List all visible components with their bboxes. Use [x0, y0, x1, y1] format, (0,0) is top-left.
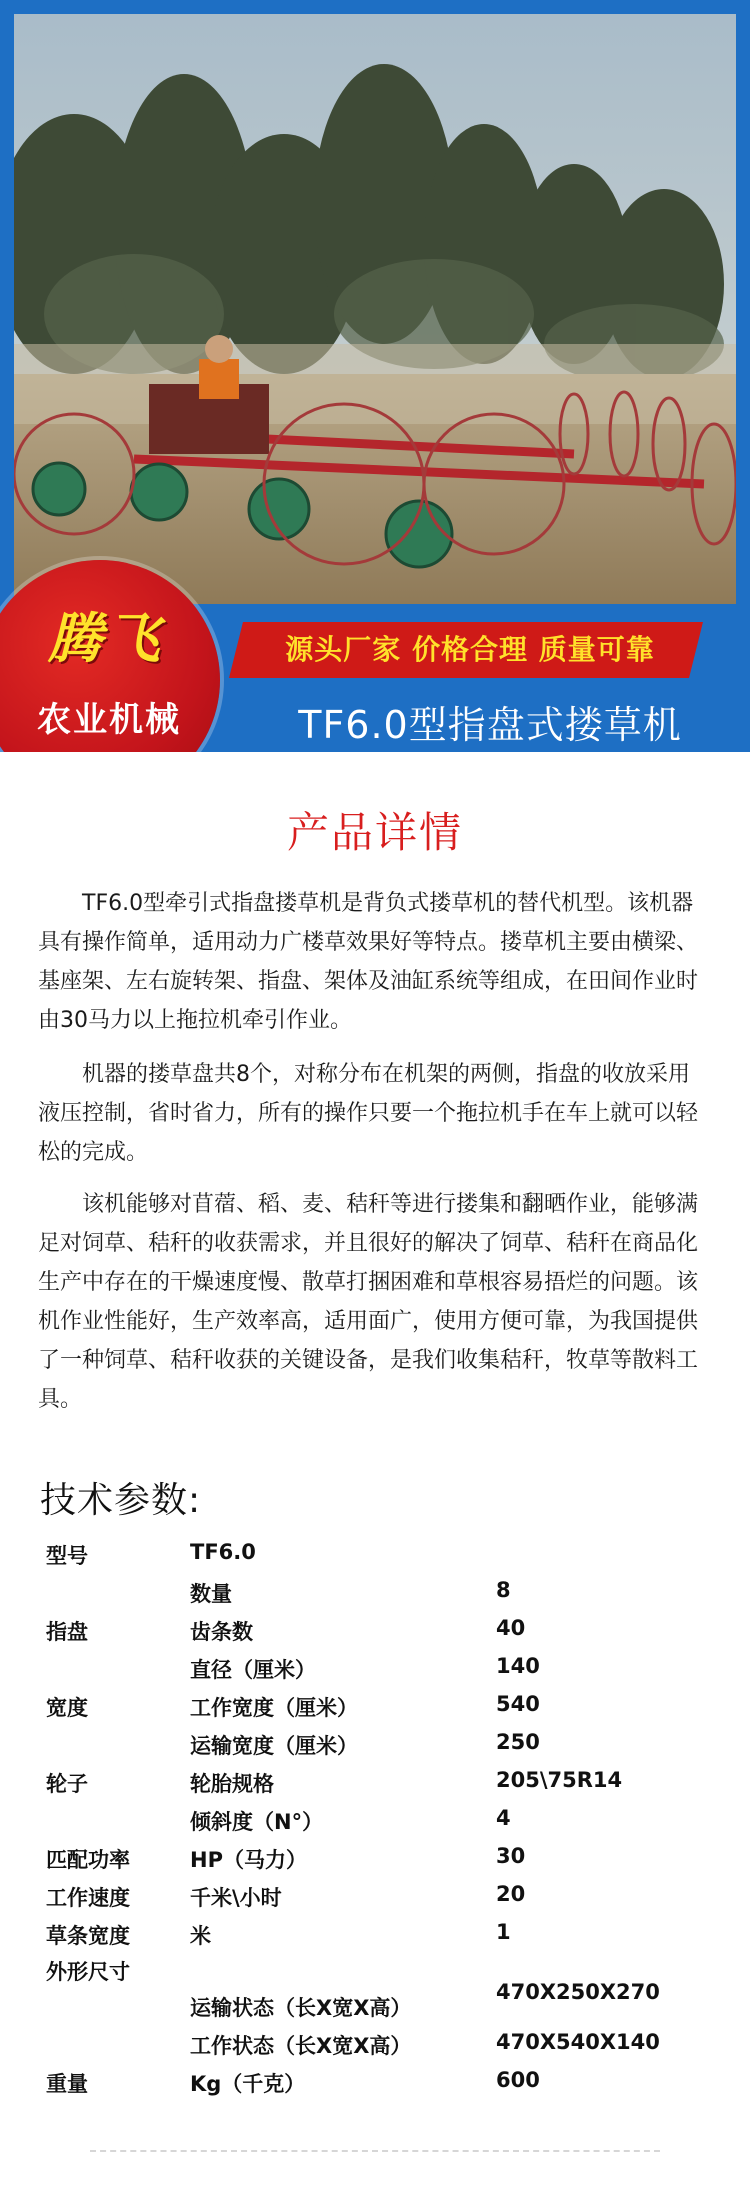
spec-row — [46, 1980, 686, 2018]
spec-category: 型号 — [46, 1544, 88, 1568]
spec-value: 30 — [496, 1844, 526, 1868]
spec-row — [46, 1806, 686, 1844]
spec-row — [46, 1882, 686, 1920]
brand-name: 腾飞 — [48, 606, 164, 670]
spec-value: 20 — [496, 1882, 526, 1906]
spec-category: 工作速度 — [46, 1886, 130, 1910]
spec-value: 470X540X140 — [496, 2030, 660, 2054]
spec-category: 指盘 — [46, 1620, 88, 1644]
spec-value: 8 — [496, 1578, 511, 1602]
spec-item: 轮胎规格 — [190, 1772, 274, 1796]
spec-row — [46, 1616, 686, 1654]
spec-value: 140 — [496, 1654, 540, 1678]
spec-category: 重量 — [46, 2072, 88, 2096]
product-banner — [0, 0, 750, 752]
spec-item: HP（马力） — [190, 1848, 307, 1872]
spec-item: 数量 — [190, 1582, 232, 1606]
brand-subtitle: 农业机械 — [37, 700, 181, 740]
spec-item: 千米\小时 — [190, 1886, 282, 1910]
spec-row — [46, 1578, 686, 1616]
spec-category: 草条宽度 — [46, 1924, 130, 1948]
specs-title: 技术参数: — [40, 1480, 202, 1521]
spec-row — [46, 1540, 686, 1578]
spec-item: 运输状态（长X宽X高） — [190, 1996, 412, 2020]
footer-divider — [90, 2150, 660, 2152]
spec-value: 540 — [496, 1692, 540, 1716]
spec-item: 直径（厘米） — [190, 1658, 316, 1682]
spec-category: 匹配功率 — [46, 1848, 130, 1872]
details-paragraph: TF6.0型牵引式指盘搂草机是背负式搂草机的替代机型。该机器具有操作简单，适用动力广楼草效果好等特点。搂草机主要由横梁、基座架、左右旋转架、指盘、架体及油缸系统等组成，在田间作业时由30马力以上拖拉机牵引作业。 — [38, 891, 699, 1033]
spec-row — [46, 1654, 686, 1692]
spec-category: 轮子 — [46, 1772, 88, 1796]
spec-row — [46, 1844, 686, 1882]
spec-value: 250 — [496, 1730, 540, 1754]
spec-item: 米 — [190, 1924, 211, 1948]
spec-item: 齿条数 — [190, 1620, 253, 1644]
details-paragraph: 机器的搂草盘共8个，对称分布在机架的两侧，指盘的收放采用液压控制，省时省力，所有的操作只要一个拖拉机手在车上就可以轻松的完成。 — [38, 1062, 699, 1165]
details-paragraph: 该机能够对苜蓿、稻、麦、秸秆等进行搂集和翻晒作业，能够满足对饲草、秸秆的收获需求，并且很好的解决了饲草、秸秆在商品化生产中存在的干燥速度慢、散草打捆困难和草根容易捂烂的问题。该机作业性能好，生产效率高，适用面广，使用方便可靠，为我国提供了一种饲草、秸秆收获的关键设备，是我们收集秸秆，牧草等散料工具。 — [38, 1192, 699, 1412]
spec-value: 470X250X270 — [496, 1980, 660, 2004]
spec-value: 1 — [496, 1920, 511, 1944]
spec-row — [46, 1692, 686, 1730]
spec-category: 外形尺寸 — [46, 1960, 130, 1984]
spec-row — [46, 1768, 686, 1806]
spec-row — [46, 2068, 686, 2106]
spec-value: 4 — [496, 1806, 511, 1830]
spec-item: 倾斜度（N°） — [190, 1810, 324, 1834]
spec-item: Kg（千克） — [190, 2072, 306, 2096]
spec-value: 600 — [496, 2068, 540, 2092]
model-title: TF6.0型指盘式搂草机 — [298, 703, 682, 747]
spec-item: TF6.0 — [190, 1540, 256, 1564]
spec-item: 工作宽度（厘米） — [190, 1696, 358, 1720]
details-title: 产品详情 — [286, 808, 463, 857]
spec-row — [46, 2030, 686, 2068]
spec-value: 40 — [496, 1616, 526, 1640]
rake-photo — [14, 14, 736, 604]
spec-item: 运输宽度（厘米） — [190, 1734, 358, 1758]
spec-row — [46, 1730, 686, 1768]
field-scene-image — [14, 14, 736, 604]
spec-row — [46, 1920, 686, 1958]
slogan-text: 源头厂家 价格合理 质量可靠 — [285, 633, 655, 666]
spec-category: 宽度 — [46, 1696, 88, 1720]
spec-item: 工作状态（长X宽X高） — [190, 2034, 412, 2058]
spec-value: 205\75R14 — [496, 1768, 623, 1792]
